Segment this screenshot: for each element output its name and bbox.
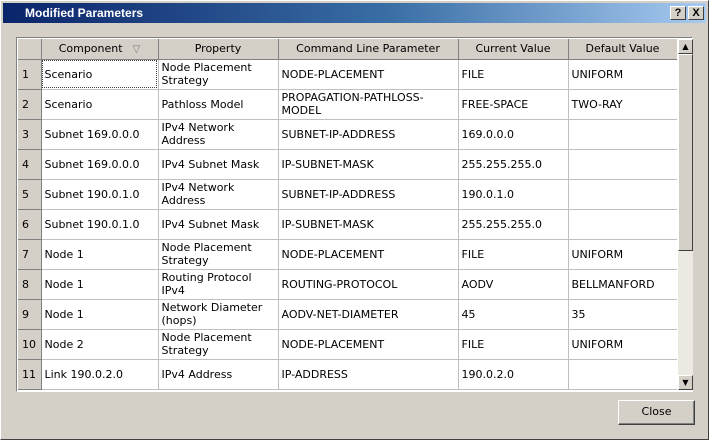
cell-component[interactable]: Node 1 bbox=[41, 269, 158, 299]
row-number[interactable]: 11 bbox=[18, 359, 41, 389]
cell-component[interactable]: Subnet 190.0.1.0 bbox=[41, 179, 158, 209]
vertical-scrollbar[interactable] bbox=[678, 39, 693, 390]
cell-property[interactable]: Node Placement Strategy bbox=[158, 239, 278, 269]
cell-property[interactable]: Pathloss Model bbox=[158, 89, 278, 119]
scroll-down-arrow-icon[interactable]: ▼ bbox=[678, 375, 693, 390]
row-number[interactable]: 9 bbox=[18, 299, 41, 329]
cell-current-value[interactable]: 255.255.255.0 bbox=[458, 209, 568, 239]
cell-parameter[interactable]: NODE-PLACEMENT bbox=[278, 239, 458, 269]
cell-component[interactable]: Node 1 bbox=[41, 239, 158, 269]
cell-current-value[interactable]: 255.255.255.0 bbox=[458, 149, 568, 179]
cell-property[interactable]: IPv4 Subnet Mask bbox=[158, 209, 278, 239]
cell-default-value[interactable] bbox=[568, 119, 677, 149]
column-header-label: Component bbox=[58, 42, 123, 56]
table-row[interactable] bbox=[18, 269, 677, 299]
table-row[interactable] bbox=[18, 299, 677, 329]
row-number[interactable]: 6 bbox=[18, 209, 41, 239]
table-row[interactable] bbox=[18, 239, 677, 269]
cell-parameter[interactable]: ROUTING-PROTOCOL bbox=[278, 269, 458, 299]
scrollbar-thumb[interactable] bbox=[678, 54, 693, 251]
cell-current-value[interactable]: 190.0.1.0 bbox=[458, 179, 568, 209]
cell-property[interactable]: Network Diameter (hops) bbox=[158, 299, 278, 329]
row-number[interactable]: 8 bbox=[18, 269, 41, 299]
help-button[interactable]: ? bbox=[670, 6, 686, 20]
cell-component[interactable]: Scenario bbox=[41, 89, 158, 119]
cell-current-value[interactable]: FILE bbox=[458, 329, 568, 359]
cell-parameter[interactable]: SUBNET-IP-ADDRESS bbox=[278, 119, 458, 149]
table-row[interactable] bbox=[18, 119, 677, 149]
table-row[interactable] bbox=[18, 389, 677, 390]
table-row[interactable] bbox=[18, 89, 677, 119]
column-header-default-value[interactable]: Default Value bbox=[568, 39, 677, 59]
corner-header bbox=[18, 39, 41, 59]
cell-default-value[interactable]: TWO-RAY bbox=[568, 89, 677, 119]
cell-component[interactable]: Scenario bbox=[41, 59, 158, 89]
close-button[interactable]: Close bbox=[618, 400, 695, 425]
cell-current-value[interactable]: 190.0.2.0 bbox=[458, 359, 568, 389]
cell-parameter[interactable]: NODE-PLACEMENT bbox=[278, 329, 458, 359]
table-row[interactable] bbox=[18, 179, 677, 209]
scroll-up-arrow-icon[interactable]: ▲ bbox=[678, 39, 693, 54]
cell-component[interactable]: Node 2 bbox=[41, 329, 158, 359]
cell-component[interactable]: Subnet 190.0.1.0 bbox=[41, 209, 158, 239]
cell-property[interactable]: Routing Protocol IPv4 bbox=[158, 269, 278, 299]
cell-default-value[interactable] bbox=[568, 209, 677, 239]
row-number[interactable] bbox=[18, 389, 41, 390]
cell-property[interactable] bbox=[158, 389, 278, 390]
cell-default-value[interactable]: UNIFORM bbox=[568, 239, 677, 269]
row-number[interactable]: 1 bbox=[18, 59, 41, 89]
column-header-property[interactable]: Property bbox=[158, 39, 278, 59]
cell-property[interactable]: IPv4 Subnet Mask bbox=[158, 149, 278, 179]
cell-property[interactable]: IPv4 Network Address bbox=[158, 179, 278, 209]
cell-property[interactable]: IPv4 Address bbox=[158, 359, 278, 389]
cell-component[interactable]: Node 1 bbox=[41, 299, 158, 329]
cell-parameter[interactable]: NODE-PLACEMENT bbox=[278, 59, 458, 89]
table-row[interactable] bbox=[18, 329, 677, 359]
cell-component[interactable]: Subnet 169.0.0.0 bbox=[41, 149, 158, 179]
row-number[interactable]: 10 bbox=[18, 329, 41, 359]
title-bar[interactable] bbox=[3, 3, 706, 23]
table-row[interactable] bbox=[18, 359, 677, 389]
cell-parameter[interactable]: IP-SUBNET-MASK bbox=[278, 149, 458, 179]
dialog-title: Modified Parameters bbox=[25, 6, 144, 20]
column-header-component[interactable] bbox=[41, 39, 158, 59]
cell-component[interactable]: Link 190.0.2.0 bbox=[41, 359, 158, 389]
cell-component[interactable] bbox=[41, 389, 158, 390]
close-window-button[interactable]: X bbox=[688, 6, 704, 20]
cell-default-value[interactable] bbox=[568, 149, 677, 179]
row-number[interactable]: 4 bbox=[18, 149, 41, 179]
cell-property[interactable]: IPv4 Network Address bbox=[158, 119, 278, 149]
cell-parameter[interactable] bbox=[278, 389, 458, 390]
column-header-command-line-parameter[interactable]: Command Line Parameter bbox=[278, 39, 458, 59]
cell-current-value[interactable]: AODV bbox=[458, 269, 568, 299]
cell-current-value[interactable] bbox=[458, 389, 568, 390]
row-number[interactable]: 7 bbox=[18, 239, 41, 269]
header-row bbox=[18, 39, 677, 59]
cell-default-value[interactable]: 35 bbox=[568, 299, 677, 329]
cell-current-value[interactable]: FREE-SPACE bbox=[458, 89, 568, 119]
cell-default-value[interactable] bbox=[568, 389, 677, 390]
cell-current-value[interactable]: 169.0.0.0 bbox=[458, 119, 568, 149]
table-row[interactable] bbox=[18, 149, 677, 179]
cell-component[interactable]: Subnet 169.0.0.0 bbox=[41, 119, 158, 149]
cell-current-value[interactable]: FILE bbox=[458, 239, 568, 269]
row-number[interactable]: 2 bbox=[18, 89, 41, 119]
column-header-current-value[interactable]: Current Value bbox=[458, 39, 568, 59]
cell-parameter[interactable]: PROPAGATION-PATHLOSS-MODEL bbox=[278, 89, 458, 119]
cell-current-value[interactable]: 45 bbox=[458, 299, 568, 329]
cell-default-value[interactable] bbox=[568, 179, 677, 209]
cell-parameter[interactable]: IP-SUBNET-MASK bbox=[278, 209, 458, 239]
grid-viewport bbox=[18, 39, 677, 390]
cell-default-value[interactable]: UNIFORM bbox=[568, 59, 677, 89]
row-number[interactable]: 3 bbox=[18, 119, 41, 149]
table-row[interactable] bbox=[18, 209, 677, 239]
cell-parameter[interactable]: AODV-NET-DIAMETER bbox=[278, 299, 458, 329]
sort-descending-icon: ▽ bbox=[132, 44, 141, 56]
cell-parameter[interactable]: IP-ADDRESS bbox=[278, 359, 458, 389]
table-row[interactable] bbox=[18, 59, 677, 89]
parameters-grid bbox=[16, 37, 693, 392]
parameters-table bbox=[18, 39, 677, 390]
row-number[interactable]: 5 bbox=[18, 179, 41, 209]
cell-property[interactable]: Node Placement Strategy bbox=[158, 59, 278, 89]
cell-parameter[interactable]: SUBNET-IP-ADDRESS bbox=[278, 179, 458, 209]
cell-default-value[interactable]: BELLMANFORD bbox=[568, 269, 677, 299]
cell-default-value[interactable] bbox=[568, 359, 677, 389]
cell-default-value[interactable]: UNIFORM bbox=[568, 329, 677, 359]
cell-current-value[interactable]: FILE bbox=[458, 59, 568, 89]
cell-property[interactable]: Node Placement Strategy bbox=[158, 329, 278, 359]
